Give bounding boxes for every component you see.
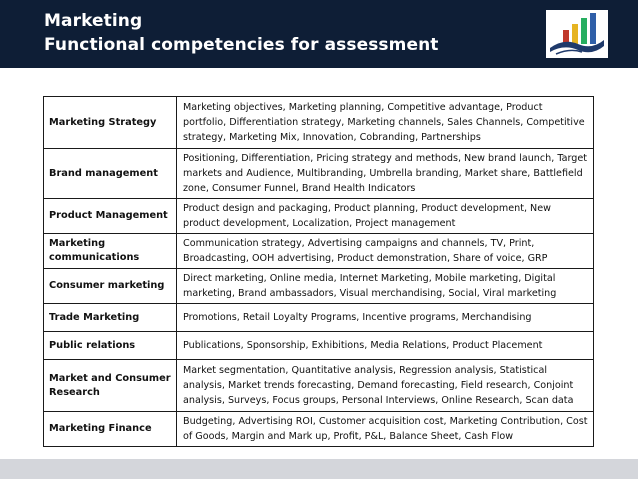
- row-category: Marketing Strategy: [44, 97, 177, 149]
- row-description: Budgeting, Advertising ROI, Customer acquisition cost, Marketing Contribution, Cost of Goods, Margin and Mark up, Profit, P&L, Balance Sheet, Cash Flow: [177, 412, 594, 447]
- row-description: Marketing objectives, Marketing planning, Competitive advantage, Product portfolio, Differentiation strategy, Marketing channels, Sales Channels, Competitive strategy, Marketing Mix, Innovation, Cobranding, Partnerships: [177, 97, 594, 149]
- table-row: [44, 149, 594, 199]
- slide-header: [0, 0, 638, 68]
- logo-bar-yellow: [572, 24, 578, 44]
- row-description: Publications, Sponsorship, Exhibitions, Media Relations, Product Placement: [177, 332, 594, 360]
- table-row: [44, 234, 594, 269]
- logo-bar-blue: [590, 13, 596, 44]
- row-category: Consumer marketing: [44, 269, 177, 304]
- competencies-table: [43, 96, 594, 447]
- logo-bar-green: [581, 18, 587, 44]
- row-description: Product design and packaging, Product planning, Product development, New product development, Localization, Project management: [177, 199, 594, 234]
- slide-subtitle: Functional competencies for assessment: [44, 35, 439, 55]
- row-description: Direct marketing, Online media, Internet Marketing, Mobile marketing, Digital marketing, Brand ambassadors, Visual merchandising, Social, Viral marketing: [177, 269, 594, 304]
- footer-band: [0, 459, 638, 479]
- table-row: [44, 199, 594, 234]
- slide-title: Marketing: [44, 11, 143, 31]
- row-description: Communication strategy, Advertising campaigns and channels, TV, Print, Broadcasting, OOH advertising, Product demonstration, Share of voice, GRP: [177, 234, 594, 269]
- row-category: Brand management: [44, 149, 177, 199]
- table-row: [44, 304, 594, 332]
- row-description: Promotions, Retail Loyalty Programs, Incentive programs, Merchandising: [177, 304, 594, 332]
- row-category: Marketing Finance: [44, 412, 177, 447]
- row-category: Marketing communications: [44, 234, 177, 269]
- row-category: Product Management: [44, 199, 177, 234]
- row-category: Market and Consumer Research: [44, 360, 177, 412]
- row-category: Trade Marketing: [44, 304, 177, 332]
- row-description: Positioning, Differentiation, Pricing strategy and methods, New brand launch, Target markets and Audience, Multibranding, Umbrella branding, Market share, Battlefield zone, Consumer Funnel, Brand Health Indicators: [177, 149, 594, 199]
- table-row: [44, 412, 594, 447]
- row-category: Public relations: [44, 332, 177, 360]
- table-row: [44, 97, 594, 149]
- table-row: [44, 269, 594, 304]
- table-row: [44, 332, 594, 360]
- bar-chart-logo-icon: [546, 10, 608, 58]
- table-row: [44, 360, 594, 412]
- competencies-table-wrapper: [43, 96, 594, 447]
- row-description: Market segmentation, Quantitative analysis, Regression analysis, Statistical analysis, Market trends forecasting, Demand forecasting, Field research, Conjoint analysis, Surveys, Focus groups, Personal Interviews, Online Research, Scan data: [177, 360, 594, 412]
